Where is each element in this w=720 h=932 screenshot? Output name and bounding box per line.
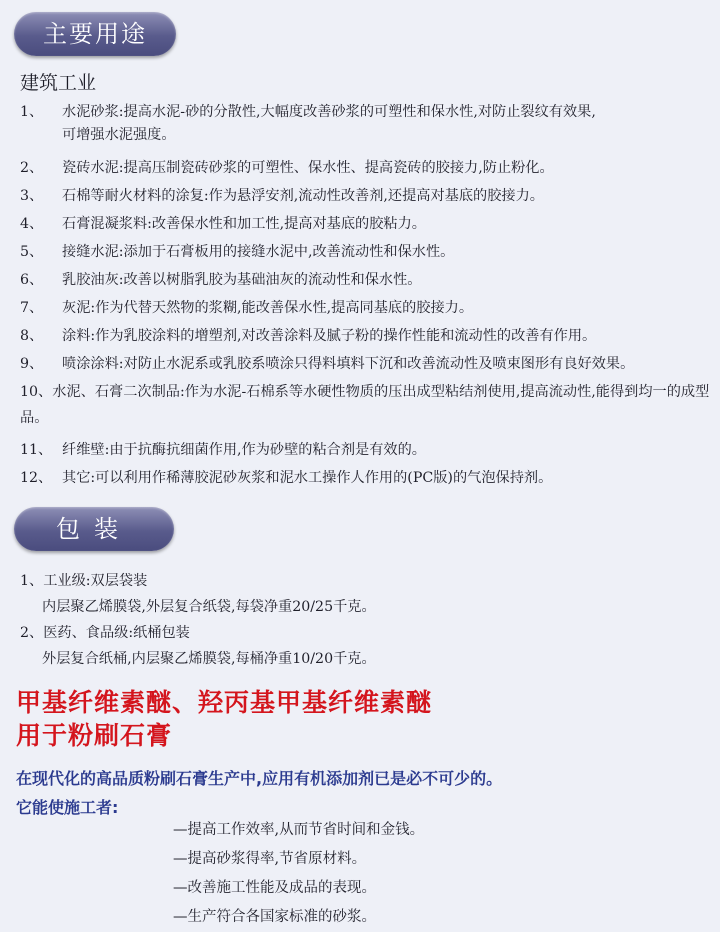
item-number: 2、 <box>20 160 44 176</box>
item-text: 水泥、石膏二次制品:作为水泥-石棉系等水硬性物质的压出成型粘结剂使用,提高流动性,能得到均一的成型品。 <box>20 384 710 426</box>
list-item <box>20 215 712 233</box>
feature-intro-line2: 它能使施工者: <box>16 798 119 817</box>
item-text: 其它:可以利用作稀薄胶泥砂灰浆和泥水工操作人作用的(PC版)的气泡保持剂。 <box>62 470 553 486</box>
list-item <box>20 299 712 317</box>
item-text: 石膏混凝浆料:改善保水性和加工性,提高对基底的胶粘力。 <box>62 216 426 232</box>
section-subtitle-construction: 建筑工业 <box>20 72 97 94</box>
packaging-item-label: 1、工业级:双层袋装 <box>20 573 148 589</box>
feature-headline-line1: 甲基纤维素醚、羟丙基甲基纤维素醚 <box>16 688 433 717</box>
item-text: 瓷砖水泥:提高压制瓷砖砂浆的可塑性、保水性、提高瓷砖的胶接力,防止粉化。 <box>62 160 554 176</box>
packaging-item-label: 2、医药、食品级:纸桶包装 <box>20 625 190 641</box>
packaging-item-detail: 内层聚乙烯膜袋,外层复合纸袋,每袋净重20/25千克。 <box>42 599 376 615</box>
item-text: 灰泥:作为代替天然物的浆糊,能改善保水性,提高同基底的胶接力。 <box>62 300 474 316</box>
item-number: 1、 <box>20 104 44 120</box>
item-text: 乳胶油灰:改善以树脂乳胶为基础油灰的流动性和保水性。 <box>62 272 422 288</box>
item-number: 4、 <box>20 216 44 232</box>
list-item <box>20 159 712 177</box>
item-number: 9、 <box>20 356 44 372</box>
list-item <box>20 271 712 289</box>
list-item <box>20 469 712 487</box>
list-item <box>20 327 712 345</box>
item-number: 5、 <box>20 244 44 260</box>
packaging-list <box>20 568 376 672</box>
item-number: 3、 <box>20 188 44 204</box>
list-item <box>20 355 712 373</box>
item-text: 涂料:作为乳胶涂料的增塑剂,对改善涂料及腻子粉的操作性能和流动性的改善有作用。 <box>62 328 597 344</box>
item-text: 水泥砂浆:提高水泥-砂的分散性,大幅度改善砂浆的可塑性和保水性,对防止裂纹有效果, <box>62 104 596 120</box>
list-item <box>20 379 712 431</box>
feature-headline-line2: 用于粉刷石膏 <box>16 721 173 750</box>
benefit-list <box>173 816 424 932</box>
section-title-uses: 主要用途 <box>14 12 176 56</box>
item-text: 纤维壁:由于抗酶抗细菌作用,作为砂壁的粘合剂是有效的。 <box>62 442 426 458</box>
item-text: 喷涂涂料:对防止水泥系或乳胶系喷涂只得料填料下沉和改善流动性及喷束图形有良好效果。 <box>62 356 635 372</box>
list-item <box>20 103 712 149</box>
item-text: 石棉等耐火材料的涂复:作为悬浮安剂,流动性改善剂,还提高对基底的胶接力。 <box>62 188 544 204</box>
list-item <box>20 187 712 205</box>
item-number: 6、 <box>20 272 44 288</box>
benefit-item: —提高砂浆得率,节省原材料。 <box>173 851 367 867</box>
benefit-item: —提高工作效率,从而节省时间和金钱。 <box>173 822 425 838</box>
item-number: 10、 <box>20 384 53 400</box>
uses-list <box>20 103 712 497</box>
packaging-item-detail: 外层复合纸桶,内层聚乙烯膜袋,每桶净重10/20千克。 <box>42 651 376 667</box>
item-number: 7、 <box>20 300 44 316</box>
list-item <box>20 243 712 261</box>
item-text: 接缝水泥:添加于石膏板用的接缝水泥中,改善流动性和保水性。 <box>62 244 455 260</box>
list-item <box>20 441 712 459</box>
item-number: 12、 <box>20 470 53 486</box>
benefit-item: —改善施工性能及成品的表现。 <box>173 880 376 896</box>
item-text-cont: 可增强水泥强度。 <box>62 127 176 143</box>
item-number: 11、 <box>20 442 53 458</box>
section-title-packaging: 包装 <box>14 507 174 551</box>
feature-intro-line1: 在现代化的高品质粉刷石膏生产中,应用有机添加剂已是必不可少的。 <box>16 769 503 788</box>
item-number: 8、 <box>20 328 44 344</box>
benefit-item: —生产符合各国家标准的砂浆。 <box>173 909 376 925</box>
